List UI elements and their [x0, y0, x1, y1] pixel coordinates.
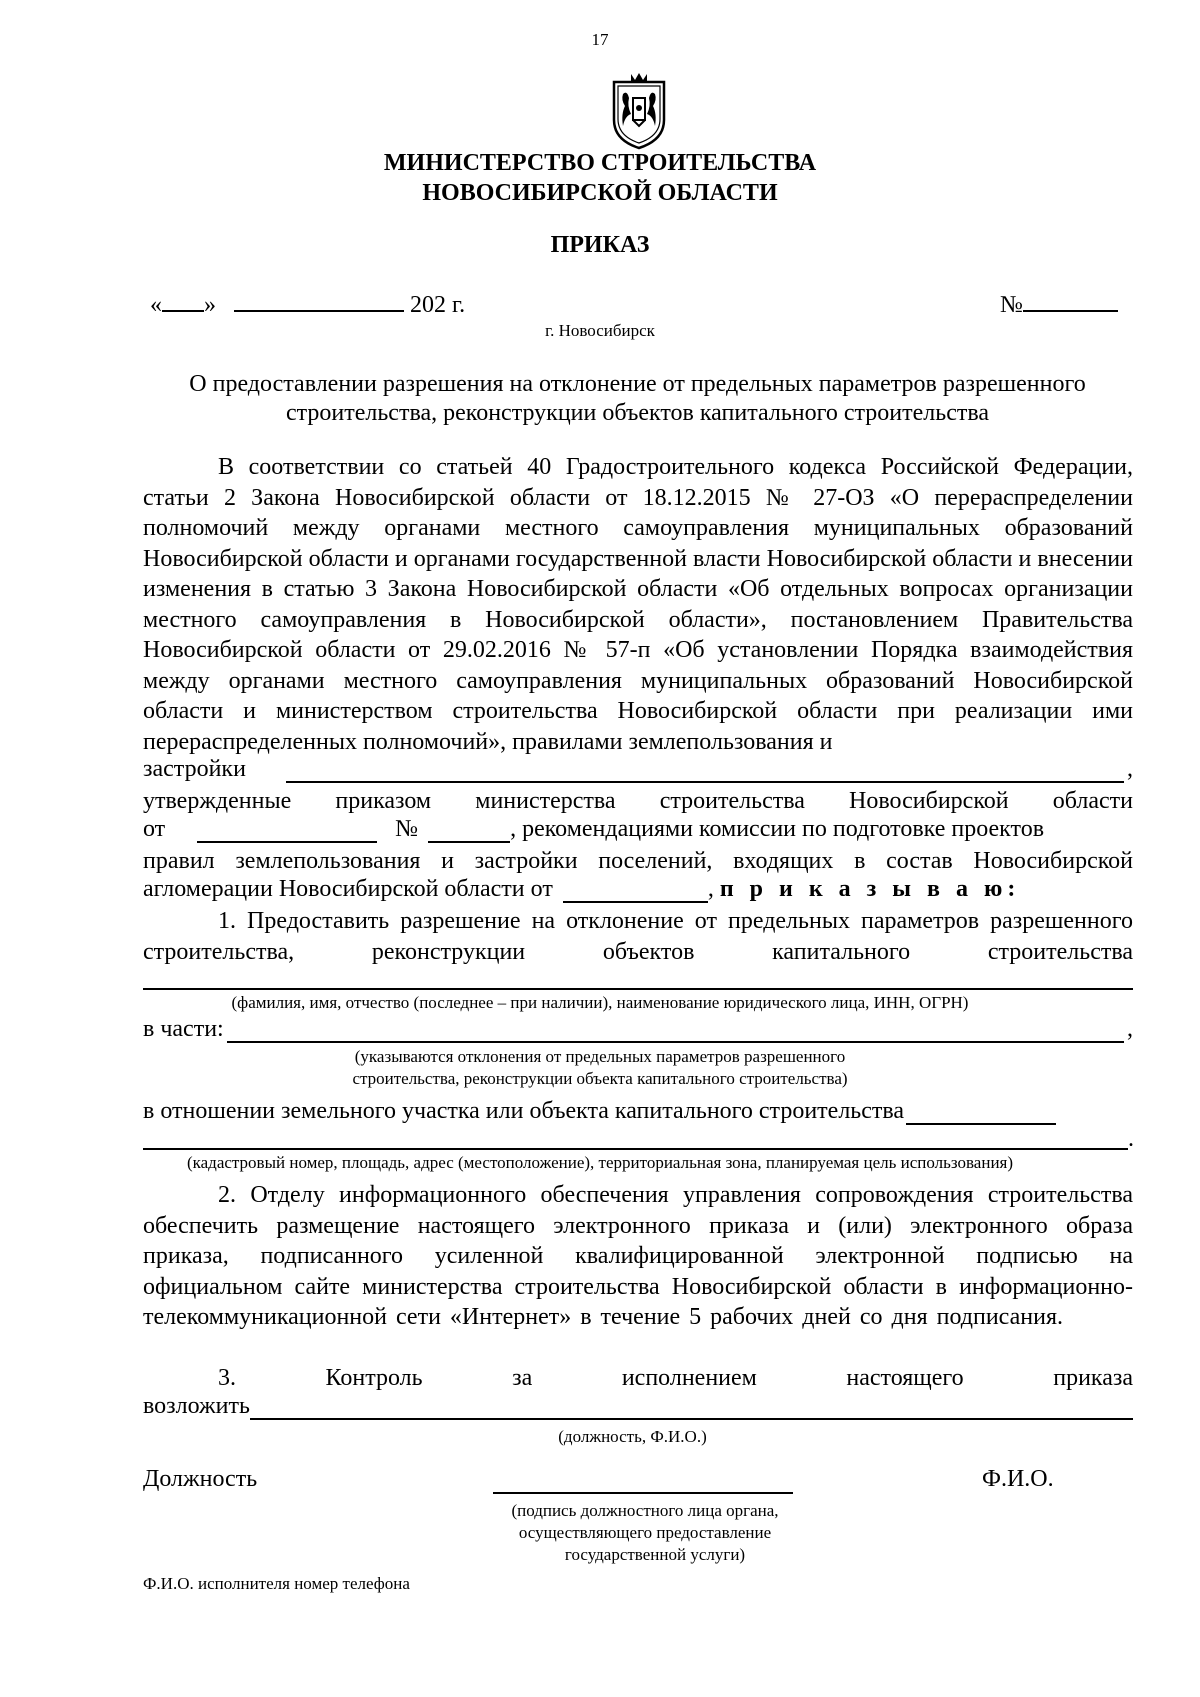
order-number-row — [1000, 288, 1118, 319]
number-blank — [1023, 288, 1118, 312]
coat-of-arms-icon — [609, 70, 669, 150]
ot-num-sign: № — [395, 816, 419, 842]
signature-line — [493, 1492, 793, 1494]
order-subject: О предоставлении разрешения на отклонение от предельных параметров разрешенного строительства, реконструкции объектов капитального строительства — [189, 371, 1086, 426]
regarding-text: в отношении земельного участка или объекта капитального строительства — [143, 1098, 905, 1124]
deviation-blank — [227, 1017, 1124, 1043]
signatory-fio: Ф.И.О. — [982, 1466, 1054, 1492]
ot-num-blank — [428, 819, 510, 843]
hint-position: (должность, Ф.И.О.) — [558, 1427, 707, 1446]
land-line-period: . — [1128, 1126, 1134, 1152]
page-number: 17 — [591, 30, 609, 49]
hint-deviation-2: строительства, реконструкции объекта капитального строительства) — [352, 1069, 848, 1088]
item3-text: 3. Контроль за исполнением настоящего приказа — [218, 1365, 1133, 1391]
in-part-label: в части: — [143, 1016, 224, 1042]
ministry-name-line1: МИНИСТЕРСТВО СТРОИТЕЛЬСТВА — [383, 150, 817, 176]
item2-text: 2. Отделу информационного обеспечения управления сопровождения строительства обеспечить размещение настоящего электронного приказа и (или) электронного образа приказа, подписанного усиленной квалифицированной электронной подписью на официальном сайте министерства строительства Новосибирской области в информационно-телекоммуникационной сети «Интернет» в течение 5 рабочих дней со дня подписания. — [143, 1182, 1133, 1330]
year-text: 202 г. — [410, 292, 466, 318]
aglomeration-text: агломерации Новосибирской области от — [143, 876, 553, 902]
assign-label: возложить — [143, 1393, 250, 1419]
item1-text: 1. Предоставить разрешение на отклонение от предельных параметров разрешенного строительства, реконструкции объектов капитального строительства — [143, 908, 1133, 965]
executor-info: Ф.И.О. исполнителя номер телефона — [143, 1574, 410, 1593]
ministry-name-line2: НОВОСИБИРСКОЙ ОБЛАСТИ — [422, 180, 778, 206]
signature-hint-2: осуществляющего предоставление — [518, 1523, 772, 1542]
in-part-comma: , — [1127, 1016, 1133, 1042]
number-sign: № — [1000, 292, 1023, 318]
hint-deviation-1: (указываются отклонения от предельных параметров разрешенного — [354, 1047, 846, 1066]
approved-line: утвержденные приказом министерства строительства Новосибирской области — [143, 788, 1133, 814]
date-field-row — [150, 288, 465, 319]
hint-applicant: (фамилия, имя, отчество (последнее – при наличии), наименование юридического лица, ИНН, ОГРН) — [231, 993, 969, 1012]
rules-line: правил землепользования и застройки поселений, входящих в состав Новосибирской — [143, 848, 1133, 874]
month-blank — [234, 288, 404, 312]
assign-line — [143, 1393, 1133, 1420]
aglomeration-line: агломерации Новосибирской области от , п р и к а з ы в а ю: — [143, 876, 1021, 902]
prikazyvayu: п р и к а з ы в а ю: — [719, 876, 1021, 902]
signature-hint-3: государственной услуги) — [564, 1545, 746, 1564]
hint-land: (кадастровый номер, площадь, адрес (местоположение), территориальная зона, планируемая цель использования) — [186, 1153, 1014, 1172]
object-blank — [906, 1099, 1056, 1125]
zastroyki-label: застройки — [143, 756, 246, 782]
land-line — [143, 1148, 1128, 1150]
commission-date-blank — [563, 879, 708, 903]
day-blank — [162, 288, 204, 312]
zastroyki-line — [143, 756, 1133, 783]
zastroyki-comma: , — [1127, 756, 1133, 782]
ot-label: от — [143, 816, 166, 842]
assignee-blank — [250, 1394, 1133, 1420]
ot-date-blank — [197, 819, 377, 843]
quote-close: » — [204, 292, 216, 318]
ot-line — [143, 816, 1133, 843]
regarding-line — [143, 1098, 1123, 1125]
signature-hint-1: (подпись должностного лица органа, — [511, 1501, 779, 1520]
signatory-position: Должность — [143, 1466, 258, 1492]
document-type: ПРИКАЗ — [550, 232, 650, 258]
applicant-line — [143, 988, 1133, 990]
city: г. Новосибирск — [545, 321, 655, 340]
preamble-text: В соответствии со статьей 40 Градостроительного кодекса Российской Федерации, статьи 2 Закона Новосибирской области от 18.12.2015 № 27-ОЗ «О перераспределении полномочий между органами местного самоуправления муниципальных образований Новосибирской области и органами государственной власти Новосибирской области и внесении изменения в статью 3 Закона Новосибирской области «Об отдельных вопросах организации местного самоуправления в Новосибирской области», постановлением Правительства Новосибирской области от 29.02.2016 № 57-п «Об установлении Порядка взаимодействия между органами местного самоуправления муниципальных образований Новосибирской области и министерством строительства Новосибирской области при реализации ими перераспределенных полномочий», правилами землепользования и — [143, 454, 1133, 755]
recommend-text: , рекомендациями комиссии по подготовке проектов — [510, 816, 1045, 842]
in-part-line — [143, 1016, 1133, 1043]
quote-open: « — [150, 292, 162, 318]
rules-name-blank — [286, 757, 1124, 783]
